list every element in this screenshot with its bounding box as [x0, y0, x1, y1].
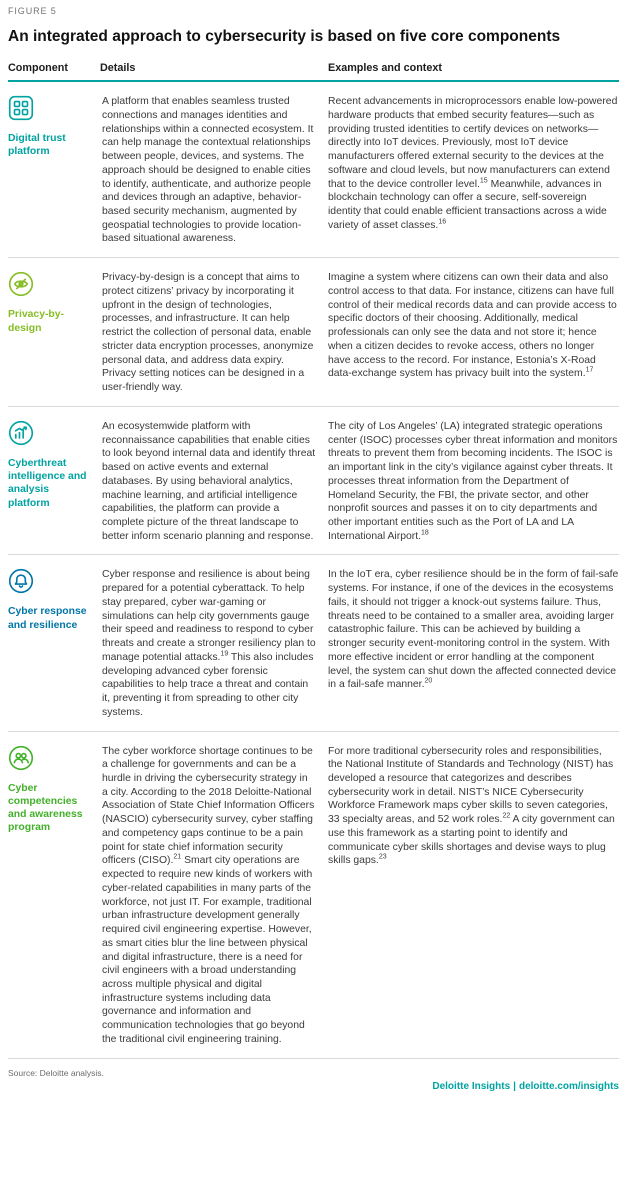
component-label: Cyber competencies and awareness program	[8, 782, 83, 834]
examples-cell: In the IoT era, cyber resilience should be in the form of fail-safe systems. For instance, if one of the devices in the ecosystems fails, it should not trigger a knock-out systems failure. Thus, threats need to be contained to a smaller area, avoiding larger catastrophic failure. This can be achieved by building a stronger security event-monitoring control in the system. With more effective incident or error handling at the component level, the system can shut down the affected connected device in a fail-safe manner.$^{20}$	[328, 569, 619, 691]
table-header	[8, 62, 619, 82]
chart-analysis-icon	[8, 420, 34, 446]
examples-cell: Imagine a system where citizens can own their data and also control access to that data. For instance, citizens can have full control of their medical records data and can provide access to specific doctors of their choosing. Additionally, medical professionals can only see the data and not store it; hence when a citizen decides to revoke access, others no longer have access to the record. For instance, Estonia’s X-Road data-exchange system has privacy built into the system.$^{17}$	[328, 272, 617, 380]
table-row	[8, 258, 619, 407]
brand-name: Deloitte Insights	[432, 1080, 511, 1092]
component-cell	[8, 271, 88, 395]
details-cell: The cyber workforce shortage continues to be a challenge for governments and can be a hurdle in driving the cybersecurity strategy in a city. According to the 2018 Deloitte-National Association of State Chief Information Officers (NASCIO) cybersecurity survey, cyber staffing and competency gaps continue to be a pain point for state chief information security officers (CISO).$^{21}$ Smart city operations are expected to require new kinds of workers with cyber-related capabilities in many parts of the workforce, not just IT. For example, traditional urban infrastructure development generally required civil engineering expertise. However, as smart cities blur the line between physical and digital infrastructure, there is a need for civil engineers with a broad understanding across multiple physical and digital infrastructure systems including data governance and information and communication technologies that go beyond the traditional civil engineering training.	[102, 745, 315, 1045]
column-header-examples: Examples and context	[328, 62, 443, 75]
figure-label: FIGURE 5	[8, 6, 57, 16]
alarm-bell-icon	[8, 568, 34, 594]
table-row	[8, 555, 619, 731]
details-cell: Privacy-by-design is a concept that aims to protect citizens’ privacy by incorporating it upfront in the design of technologies, processes, and infrastructure. It can help restrict the collection of personal data, enable stricter data encryption processes, anonymize personal data, and address data expiry. Privacy setting notices can be designed in a user-friendly way.	[102, 272, 314, 394]
brand-url-link[interactable]: deloitte.com/insights	[518, 1080, 619, 1092]
details-cell: A platform that enables seamless trusted connections and manages identities and relationships within a connected ecosystem. It can help manage the contextual relationships between people, devices, and systems. The approach should be designed to enable cities to identify, authenticate, and authorize people and devices through an adaptive, behavior-based security mechanism, augmented by geospatial technologies to provide location-based situational awareness.	[102, 96, 314, 245]
figure-footer	[8, 1068, 619, 1092]
details-cell: An ecosystemwide platform with reconnaissance capabilities that enable cities to look beyond internal data and identify threat based on active events and external databases. By using behavioral analytics, machine learning, and artificial intelligence capabilities, the platform can provide a complete picture of the threat landscape to better inform scenario planning and response.	[102, 420, 316, 542]
column-header-details: Details	[100, 62, 136, 75]
component-label: Privacy-by-design	[8, 309, 65, 334]
table-row	[8, 407, 619, 556]
column-header-component: Component	[8, 62, 68, 75]
grid-squares-icon	[8, 95, 34, 121]
table-row	[8, 82, 619, 258]
examples-cell: The city of Los Angeles’ (LA) integrated strategic operations center (ISOC) processes cyber threat information and monitors threats to prevent them from becoming incidents. The ISOC is an important link in the city’s vigilance against cyber threats. It processes threat information from the Department of Homeland Security, the FBI, the private sector, and other nonprofit sources and passes it on to city departments and other important entities such as the Port of LA and LA International Airport.$^{18}$	[328, 420, 618, 542]
eye-privacy-icon	[8, 271, 34, 297]
component-label: Digital trust platform	[8, 133, 66, 158]
component-label: Cyber response and resilience	[8, 606, 87, 631]
source-note: Source: Deloitte analysis.	[8, 1067, 104, 1078]
component-cell	[8, 95, 88, 246]
people-group-icon	[8, 745, 34, 771]
figure-title: An integrated approach to cybersecurity is based on five core components	[8, 28, 561, 45]
component-cell	[8, 568, 88, 719]
component-cell	[8, 420, 88, 544]
examples-cell: For more traditional cybersecurity roles and responsibilities, the National Institute of Standards and Technology (NIST) has developed a resource that categorizes and describes cybersecurity work in detail. NIST’s NICE Cybersecurity Workforce Framework maps cyber skills to seven categories, 33 specialty areas, and 52 work roles.$^{22}$ A city government can use this framework as a starting point to identify and communicate cyber skills shortages and devise ways to plug skills gaps.$^{23}$	[328, 745, 615, 867]
brand-line	[8, 1081, 619, 1092]
examples-cell: Recent advancements in microprocessors enable low-powered hardware products that embed security features—such as providing trusted identities to certify devices on networks—directly into IoT devices. Previously, most IoT device manufacturers offered external security to the devices at the software and cloud levels, but now manufacturers can extend that to the device controller level.$^{15}$ Meanwhile, advances in blockchain technology can offer a secure, self-sovereign identity that could enable efficient transactions across a wide variety of asset classes.$^{16}$	[328, 96, 618, 231]
component-cell	[8, 745, 88, 1047]
brand-separator: |	[513, 1080, 516, 1092]
details-cell: Cyber response and resilience is about being prepared for a potential cyberattack. To help stay prepared, cyber war-gaming or simulations can help city governments gauge their speed and readiness to respond to cyber threats and create a stronger resiliency plan to manage potential attacks.$^{19}$ This also includes developing advanced cyber forensic capabilities to help trace a threat and contain it, preventing it from spreading to other city systems.	[102, 569, 316, 718]
table-row	[8, 732, 619, 1059]
component-label: Cyberthreat intelligence and analysis platform	[8, 457, 87, 509]
